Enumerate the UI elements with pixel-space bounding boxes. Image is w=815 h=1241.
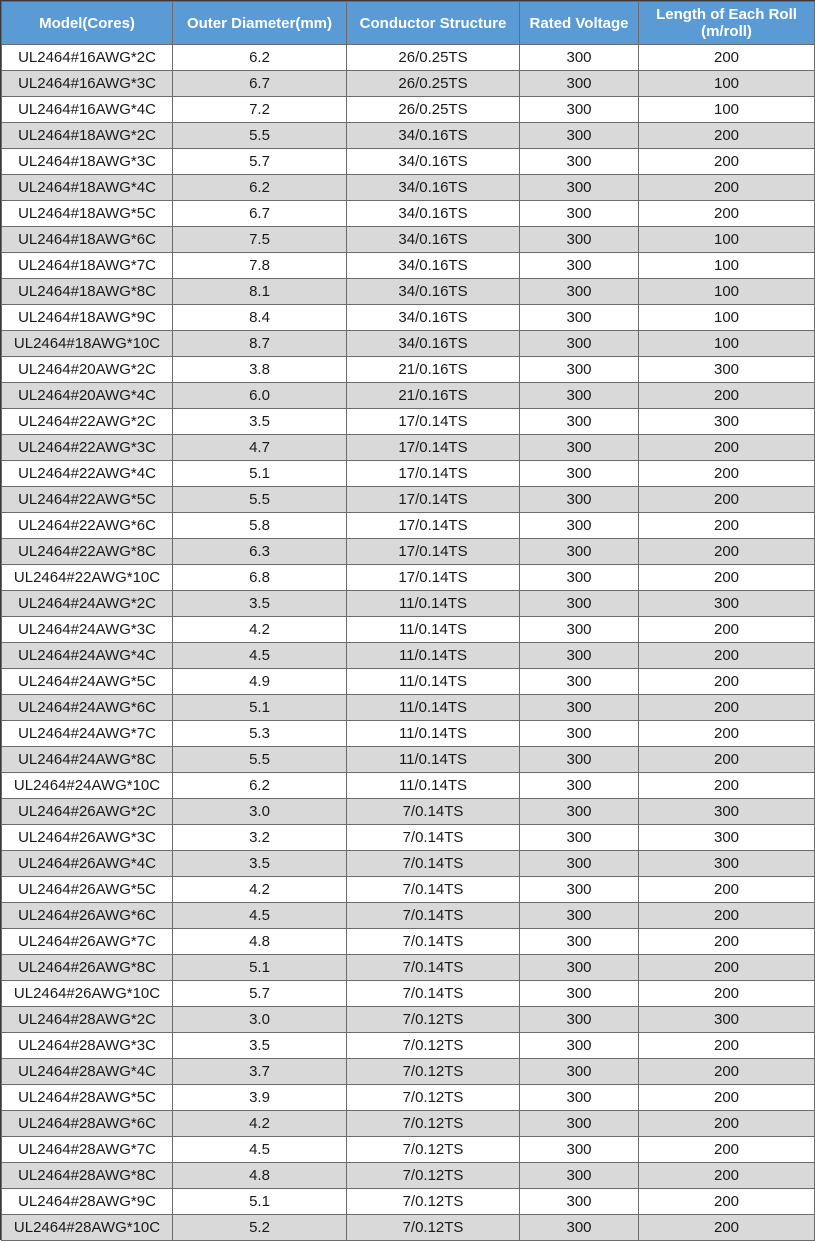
cell-outer-diameter: 6.2 [173, 175, 347, 201]
cell-conductor-structure: 34/0.16TS [347, 305, 520, 331]
cell-conductor-structure: 17/0.14TS [347, 565, 520, 591]
cell-roll-length: 200 [639, 1111, 815, 1137]
cell-conductor-structure: 7/0.12TS [347, 1215, 520, 1241]
cell-model: UL2464#28AWG*6C [2, 1111, 173, 1137]
cell-model: UL2464#28AWG*7C [2, 1137, 173, 1163]
cell-model: UL2464#18AWG*8C [2, 279, 173, 305]
cell-model: UL2464#24AWG*8C [2, 747, 173, 773]
cell-model: UL2464#28AWG*5C [2, 1085, 173, 1111]
cell-model: UL2464#24AWG*5C [2, 669, 173, 695]
table-row [2, 357, 815, 383]
cell-roll-length: 200 [639, 955, 815, 981]
cell-model: UL2464#22AWG*10C [2, 565, 173, 591]
cell-model: UL2464#18AWG*2C [2, 123, 173, 149]
header-rated-voltage: Rated Voltage [520, 2, 639, 45]
table-row [2, 1085, 815, 1111]
cell-rated-voltage: 300 [520, 227, 639, 253]
cell-model: UL2464#26AWG*8C [2, 955, 173, 981]
cable-spec-table [1, 1, 815, 1241]
table-row [2, 1007, 815, 1033]
cell-outer-diameter: 6.7 [173, 201, 347, 227]
cell-outer-diameter: 4.2 [173, 617, 347, 643]
cell-roll-length: 200 [639, 565, 815, 591]
table-row [2, 175, 815, 201]
cell-outer-diameter: 4.5 [173, 1137, 347, 1163]
cell-model: UL2464#26AWG*4C [2, 851, 173, 877]
cell-outer-diameter: 3.0 [173, 1007, 347, 1033]
cell-model: UL2464#28AWG*2C [2, 1007, 173, 1033]
cell-conductor-structure: 17/0.14TS [347, 539, 520, 565]
table-row [2, 981, 815, 1007]
cell-outer-diameter: 3.5 [173, 591, 347, 617]
table-row [2, 955, 815, 981]
cell-rated-voltage: 300 [520, 539, 639, 565]
cell-roll-length: 300 [639, 851, 815, 877]
cell-outer-diameter: 4.5 [173, 903, 347, 929]
cell-model: UL2464#24AWG*10C [2, 773, 173, 799]
cell-model: UL2464#22AWG*2C [2, 409, 173, 435]
table-row [2, 643, 815, 669]
cell-model: UL2464#18AWG*6C [2, 227, 173, 253]
cell-conductor-structure: 7/0.12TS [347, 1007, 520, 1033]
cell-rated-voltage: 300 [520, 1085, 639, 1111]
table-row [2, 903, 815, 929]
table-row [2, 669, 815, 695]
cell-conductor-structure: 11/0.14TS [347, 591, 520, 617]
cell-roll-length: 200 [639, 643, 815, 669]
cell-roll-length: 200 [639, 877, 815, 903]
cell-roll-length: 100 [639, 305, 815, 331]
cell-roll-length: 300 [639, 591, 815, 617]
cell-conductor-structure: 7/0.14TS [347, 877, 520, 903]
cell-model: UL2464#22AWG*5C [2, 487, 173, 513]
cell-roll-length: 200 [639, 45, 815, 71]
cell-roll-length: 100 [639, 227, 815, 253]
cell-roll-length: 200 [639, 487, 815, 513]
cell-conductor-structure: 7/0.14TS [347, 981, 520, 1007]
cell-model: UL2464#24AWG*4C [2, 643, 173, 669]
cell-conductor-structure: 34/0.16TS [347, 227, 520, 253]
cell-outer-diameter: 3.5 [173, 1033, 347, 1059]
table-row [2, 487, 815, 513]
cell-model: UL2464#28AWG*10C [2, 1215, 173, 1241]
cell-model: UL2464#24AWG*2C [2, 591, 173, 617]
cell-model: UL2464#18AWG*4C [2, 175, 173, 201]
cell-outer-diameter: 6.2 [173, 45, 347, 71]
table-row [2, 721, 815, 747]
cell-roll-length: 200 [639, 435, 815, 461]
cell-rated-voltage: 300 [520, 435, 639, 461]
cell-outer-diameter: 8.4 [173, 305, 347, 331]
cell-rated-voltage: 300 [520, 747, 639, 773]
cell-conductor-structure: 11/0.14TS [347, 617, 520, 643]
cell-rated-voltage: 300 [520, 1189, 639, 1215]
cell-rated-voltage: 300 [520, 929, 639, 955]
cell-outer-diameter: 4.5 [173, 643, 347, 669]
table-body [2, 45, 815, 1241]
cell-rated-voltage: 300 [520, 409, 639, 435]
cell-conductor-structure: 34/0.16TS [347, 123, 520, 149]
table-row [2, 851, 815, 877]
cell-model: UL2464#24AWG*6C [2, 695, 173, 721]
cell-conductor-structure: 7/0.14TS [347, 799, 520, 825]
cell-roll-length: 200 [639, 981, 815, 1007]
table-row [2, 1163, 815, 1189]
table-row [2, 331, 815, 357]
cell-conductor-structure: 17/0.14TS [347, 513, 520, 539]
cell-model: UL2464#18AWG*10C [2, 331, 173, 357]
cell-outer-diameter: 3.7 [173, 1059, 347, 1085]
cell-outer-diameter: 4.2 [173, 877, 347, 903]
cell-roll-length: 200 [639, 929, 815, 955]
cell-model: UL2464#16AWG*2C [2, 45, 173, 71]
cell-roll-length: 200 [639, 539, 815, 565]
cell-rated-voltage: 300 [520, 1059, 639, 1085]
table-row [2, 877, 815, 903]
cell-outer-diameter: 8.1 [173, 279, 347, 305]
table-row [2, 1111, 815, 1137]
cell-roll-length: 100 [639, 279, 815, 305]
table-row [2, 97, 815, 123]
cell-conductor-structure: 7/0.14TS [347, 851, 520, 877]
cell-rated-voltage: 300 [520, 123, 639, 149]
cell-rated-voltage: 300 [520, 955, 639, 981]
cell-model: UL2464#18AWG*7C [2, 253, 173, 279]
cell-conductor-structure: 17/0.14TS [347, 461, 520, 487]
cell-roll-length: 200 [639, 669, 815, 695]
cell-conductor-structure: 17/0.14TS [347, 409, 520, 435]
cell-roll-length: 300 [639, 799, 815, 825]
cell-conductor-structure: 7/0.14TS [347, 825, 520, 851]
cell-rated-voltage: 300 [520, 71, 639, 97]
header-row [2, 2, 815, 45]
cell-outer-diameter: 3.8 [173, 357, 347, 383]
cell-rated-voltage: 300 [520, 877, 639, 903]
cell-rated-voltage: 300 [520, 1163, 639, 1189]
cell-conductor-structure: 11/0.14TS [347, 747, 520, 773]
cell-outer-diameter: 5.7 [173, 149, 347, 175]
cell-outer-diameter: 3.5 [173, 409, 347, 435]
cell-roll-length: 200 [639, 1085, 815, 1111]
cell-conductor-structure: 7/0.12TS [347, 1111, 520, 1137]
cell-outer-diameter: 4.9 [173, 669, 347, 695]
cell-conductor-structure: 7/0.12TS [347, 1137, 520, 1163]
cell-roll-length: 300 [639, 357, 815, 383]
table-row [2, 305, 815, 331]
cell-model: UL2464#20AWG*2C [2, 357, 173, 383]
cell-conductor-structure: 21/0.16TS [347, 383, 520, 409]
cell-outer-diameter: 5.1 [173, 1189, 347, 1215]
cell-model: UL2464#26AWG*5C [2, 877, 173, 903]
cell-rated-voltage: 300 [520, 97, 639, 123]
header-conductor-structure: Conductor Structure [347, 2, 520, 45]
cell-rated-voltage: 300 [520, 1137, 639, 1163]
cell-conductor-structure: 7/0.12TS [347, 1189, 520, 1215]
table-row [2, 149, 815, 175]
cell-roll-length: 100 [639, 331, 815, 357]
table-row [2, 825, 815, 851]
cell-roll-length: 300 [639, 825, 815, 851]
cell-outer-diameter: 6.8 [173, 565, 347, 591]
cell-rated-voltage: 300 [520, 149, 639, 175]
table-row [2, 513, 815, 539]
cell-outer-diameter: 7.5 [173, 227, 347, 253]
cell-conductor-structure: 7/0.12TS [347, 1059, 520, 1085]
cell-outer-diameter: 3.2 [173, 825, 347, 851]
cell-outer-diameter: 3.5 [173, 851, 347, 877]
cell-rated-voltage: 300 [520, 617, 639, 643]
cell-roll-length: 200 [639, 695, 815, 721]
cell-rated-voltage: 300 [520, 383, 639, 409]
cell-outer-diameter: 8.7 [173, 331, 347, 357]
cell-rated-voltage: 300 [520, 799, 639, 825]
cell-roll-length: 200 [639, 1189, 815, 1215]
cell-conductor-structure: 34/0.16TS [347, 331, 520, 357]
cell-model: UL2464#22AWG*4C [2, 461, 173, 487]
cell-rated-voltage: 300 [520, 487, 639, 513]
table-row [2, 1059, 815, 1085]
table-row [2, 929, 815, 955]
cell-rated-voltage: 300 [520, 201, 639, 227]
cell-rated-voltage: 300 [520, 1007, 639, 1033]
cell-conductor-structure: 11/0.14TS [347, 643, 520, 669]
cell-outer-diameter: 4.2 [173, 1111, 347, 1137]
table-row [2, 383, 815, 409]
cell-conductor-structure: 11/0.14TS [347, 721, 520, 747]
cell-rated-voltage: 300 [520, 643, 639, 669]
cell-rated-voltage: 300 [520, 513, 639, 539]
cell-model: UL2464#26AWG*10C [2, 981, 173, 1007]
cell-rated-voltage: 300 [520, 695, 639, 721]
cell-roll-length: 300 [639, 409, 815, 435]
cell-model: UL2464#24AWG*3C [2, 617, 173, 643]
cell-rated-voltage: 300 [520, 1215, 639, 1241]
cell-outer-diameter: 5.2 [173, 1215, 347, 1241]
cell-conductor-structure: 26/0.25TS [347, 97, 520, 123]
cell-rated-voltage: 300 [520, 331, 639, 357]
header-outer-diameter: Outer Diameter(mm) [173, 2, 347, 45]
table-row [2, 123, 815, 149]
cell-conductor-structure: 26/0.25TS [347, 45, 520, 71]
table-row [2, 1137, 815, 1163]
cell-outer-diameter: 5.8 [173, 513, 347, 539]
cell-rated-voltage: 300 [520, 565, 639, 591]
table-row [2, 773, 815, 799]
table-row [2, 747, 815, 773]
cell-model: UL2464#18AWG*9C [2, 305, 173, 331]
cell-roll-length: 200 [639, 123, 815, 149]
cell-model: UL2464#28AWG*8C [2, 1163, 173, 1189]
cell-outer-diameter: 5.1 [173, 461, 347, 487]
cell-model: UL2464#24AWG*7C [2, 721, 173, 747]
cell-outer-diameter: 5.1 [173, 955, 347, 981]
cell-roll-length: 200 [639, 1137, 815, 1163]
cell-roll-length: 200 [639, 747, 815, 773]
cell-roll-length: 200 [639, 1215, 815, 1241]
cell-model: UL2464#26AWG*7C [2, 929, 173, 955]
cell-rated-voltage: 300 [520, 1033, 639, 1059]
cell-outer-diameter: 5.1 [173, 695, 347, 721]
cell-rated-voltage: 300 [520, 175, 639, 201]
cell-roll-length: 200 [639, 461, 815, 487]
table-row [2, 539, 815, 565]
cell-roll-length: 200 [639, 175, 815, 201]
table-row [2, 695, 815, 721]
cell-conductor-structure: 26/0.25TS [347, 71, 520, 97]
cell-model: UL2464#26AWG*6C [2, 903, 173, 929]
cell-model: UL2464#18AWG*5C [2, 201, 173, 227]
cell-outer-diameter: 5.7 [173, 981, 347, 1007]
cell-roll-length: 200 [639, 903, 815, 929]
cell-roll-length: 200 [639, 773, 815, 799]
cell-rated-voltage: 300 [520, 591, 639, 617]
cell-rated-voltage: 300 [520, 1111, 639, 1137]
table-row [2, 201, 815, 227]
cell-outer-diameter: 5.5 [173, 747, 347, 773]
table-row [2, 617, 815, 643]
cell-rated-voltage: 300 [520, 305, 639, 331]
cell-conductor-structure: 34/0.16TS [347, 253, 520, 279]
cell-outer-diameter: 5.5 [173, 487, 347, 513]
table-row [2, 565, 815, 591]
cell-rated-voltage: 300 [520, 721, 639, 747]
table-row [2, 1215, 815, 1241]
cell-roll-length: 200 [639, 1163, 815, 1189]
header-model: Model(Cores) [2, 2, 173, 45]
cell-outer-diameter: 7.8 [173, 253, 347, 279]
cell-rated-voltage: 300 [520, 825, 639, 851]
cell-conductor-structure: 21/0.16TS [347, 357, 520, 383]
cell-roll-length: 200 [639, 149, 815, 175]
cell-conductor-structure: 7/0.12TS [347, 1033, 520, 1059]
cell-rated-voltage: 300 [520, 357, 639, 383]
cell-conductor-structure: 17/0.14TS [347, 435, 520, 461]
cell-model: UL2464#22AWG*6C [2, 513, 173, 539]
cell-roll-length: 200 [639, 201, 815, 227]
cell-conductor-structure: 34/0.16TS [347, 149, 520, 175]
table-row [2, 591, 815, 617]
header-roll-length: Length of Each Roll (m/roll) [639, 2, 815, 45]
cell-roll-length: 100 [639, 253, 815, 279]
cell-model: UL2464#20AWG*4C [2, 383, 173, 409]
cell-conductor-structure: 7/0.12TS [347, 1085, 520, 1111]
cell-model: UL2464#22AWG*8C [2, 539, 173, 565]
cell-outer-diameter: 6.2 [173, 773, 347, 799]
cell-rated-voltage: 300 [520, 461, 639, 487]
cell-outer-diameter: 6.3 [173, 539, 347, 565]
cell-model: UL2464#18AWG*3C [2, 149, 173, 175]
cell-roll-length: 200 [639, 1059, 815, 1085]
cell-conductor-structure: 11/0.14TS [347, 695, 520, 721]
cell-rated-voltage: 300 [520, 253, 639, 279]
table-row [2, 1189, 815, 1215]
cell-model: UL2464#26AWG*2C [2, 799, 173, 825]
cell-rated-voltage: 300 [520, 851, 639, 877]
cell-model: UL2464#28AWG*4C [2, 1059, 173, 1085]
cell-roll-length: 200 [639, 513, 815, 539]
cell-roll-length: 200 [639, 1033, 815, 1059]
cell-outer-diameter: 4.8 [173, 1163, 347, 1189]
cell-roll-length: 300 [639, 1007, 815, 1033]
cell-outer-diameter: 7.2 [173, 97, 347, 123]
table-row [2, 279, 815, 305]
cell-roll-length: 100 [639, 97, 815, 123]
cell-model: UL2464#26AWG*3C [2, 825, 173, 851]
table-row [2, 253, 815, 279]
cell-roll-length: 200 [639, 383, 815, 409]
cell-rated-voltage: 300 [520, 45, 639, 71]
cell-conductor-structure: 34/0.16TS [347, 175, 520, 201]
cell-outer-diameter: 6.0 [173, 383, 347, 409]
cell-model: UL2464#28AWG*3C [2, 1033, 173, 1059]
table-row [2, 799, 815, 825]
cell-rated-voltage: 300 [520, 981, 639, 1007]
cell-rated-voltage: 300 [520, 279, 639, 305]
cell-roll-length: 100 [639, 71, 815, 97]
cell-model: UL2464#16AWG*3C [2, 71, 173, 97]
cell-outer-diameter: 4.8 [173, 929, 347, 955]
cell-outer-diameter: 3.0 [173, 799, 347, 825]
cell-outer-diameter: 5.3 [173, 721, 347, 747]
table-row [2, 435, 815, 461]
cell-conductor-structure: 34/0.16TS [347, 279, 520, 305]
cell-conductor-structure: 11/0.14TS [347, 773, 520, 799]
cell-outer-diameter: 6.7 [173, 71, 347, 97]
cell-rated-voltage: 300 [520, 903, 639, 929]
table-row [2, 227, 815, 253]
cell-rated-voltage: 300 [520, 773, 639, 799]
cell-model: UL2464#22AWG*3C [2, 435, 173, 461]
table-row [2, 45, 815, 71]
cell-conductor-structure: 11/0.14TS [347, 669, 520, 695]
cell-outer-diameter: 3.9 [173, 1085, 347, 1111]
cell-conductor-structure: 7/0.12TS [347, 1163, 520, 1189]
cell-outer-diameter: 4.7 [173, 435, 347, 461]
table-row [2, 409, 815, 435]
cell-outer-diameter: 5.5 [173, 123, 347, 149]
cell-roll-length: 200 [639, 617, 815, 643]
table-row [2, 71, 815, 97]
cell-conductor-structure: 7/0.14TS [347, 955, 520, 981]
cell-roll-length: 200 [639, 721, 815, 747]
cell-conductor-structure: 7/0.14TS [347, 903, 520, 929]
cell-model: UL2464#28AWG*9C [2, 1189, 173, 1215]
table-header [2, 2, 815, 45]
cell-model: UL2464#16AWG*4C [2, 97, 173, 123]
cell-conductor-structure: 17/0.14TS [347, 487, 520, 513]
table-row [2, 1033, 815, 1059]
cell-rated-voltage: 300 [520, 669, 639, 695]
table-row [2, 461, 815, 487]
cell-conductor-structure: 7/0.14TS [347, 929, 520, 955]
cell-conductor-structure: 34/0.16TS [347, 201, 520, 227]
